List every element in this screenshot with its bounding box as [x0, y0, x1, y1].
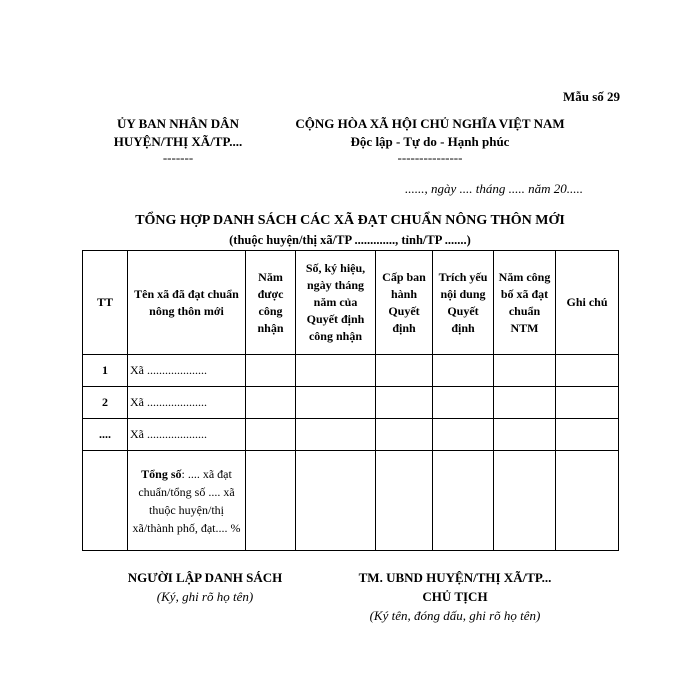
- total-summary-cell: [128, 451, 246, 551]
- row-number: ....: [83, 419, 128, 451]
- agency-divider: -------: [162, 150, 194, 165]
- agency-line-2: HUYỆN/THỊ XÃ/TP....: [113, 134, 243, 149]
- recognition-year-cell: [246, 387, 296, 419]
- national-divider: ---------------: [397, 150, 463, 165]
- header-notes: Ghi chú: [556, 251, 619, 355]
- header-recognition-year: Năm được công nhận: [246, 251, 296, 355]
- recognition-year-cell: [246, 419, 296, 451]
- preparer-note: (Ký, ghi rõ họ tên): [156, 589, 254, 604]
- issuing-level-cell: [376, 451, 433, 551]
- table-header-row: [83, 251, 619, 355]
- agency-line-1: ỦY BAN NHÂN DÂN: [117, 116, 239, 131]
- decision-summary-cell: [433, 419, 494, 451]
- announcement-year-cell: [494, 419, 556, 451]
- national-header: [270, 115, 590, 165]
- issuing-level-cell: [376, 419, 433, 451]
- notes-cell: [556, 355, 619, 387]
- issuing-level-cell: [376, 387, 433, 419]
- national-motto: Độc lập - Tự do - Hạnh phúc: [350, 134, 510, 149]
- notes-cell: [556, 451, 619, 551]
- commune-list-table: [82, 250, 619, 551]
- header-decision-summary: Trích yếu nội dung Quyết định: [433, 251, 494, 355]
- row-number: 2: [83, 387, 128, 419]
- preparer-title: NGƯỜI LẬP DANH SÁCH: [127, 570, 283, 585]
- decision-number-cell: [296, 419, 376, 451]
- commune-name-cell: Xã ....................: [128, 355, 246, 387]
- decision-summary-cell: [433, 451, 494, 551]
- form-number: Mẫu số 29: [562, 89, 620, 104]
- commune-name-cell: Xã ....................: [128, 419, 246, 451]
- total-label: Tổng số: [141, 466, 182, 481]
- chairman-role: CHỦ TỊCH: [422, 589, 488, 604]
- chairman-note: (Ký tên, đóng dấu, ghi rõ họ tên): [369, 608, 541, 623]
- decision-summary-cell: [433, 387, 494, 419]
- announcement-year-cell: [494, 451, 556, 551]
- commune-name-cell: Xã ....................: [128, 387, 246, 419]
- header-issuing-level: Cấp ban hành Quyết định: [376, 251, 433, 355]
- header-announcement-year: Năm công bố xã đạt chuẩn NTM: [494, 251, 556, 355]
- preparer-signature-block: [100, 568, 310, 606]
- decision-number-cell: [296, 387, 376, 419]
- decision-number-cell: [296, 355, 376, 387]
- national-title: CỘNG HÒA XÃ HỘI CHỦ NGHĨA VIỆT NAM: [295, 116, 565, 131]
- decision-summary-cell: [433, 355, 494, 387]
- header-decision-number: Số, ký hiệu, ngày tháng năm của Quyết định công nhận: [296, 251, 376, 355]
- total-text: : .... xã đạt chuẩn/tổng số .... xã thuộc huyện/thị xã/thành phố, đạt.... %: [132, 466, 241, 535]
- committee-title: TM. UBND HUYỆN/THỊ XÃ/TP...: [358, 570, 552, 585]
- chairman-signature-block: [320, 568, 590, 625]
- total-row: [83, 451, 619, 551]
- announcement-year-cell: [494, 355, 556, 387]
- table-row: [83, 355, 619, 387]
- document-title: TỔNG HỢP DANH SÁCH CÁC XÃ ĐẠT CHUẨN NÔNG THÔN MỚI: [135, 213, 565, 228]
- recognition-year-cell: [246, 451, 296, 551]
- total-row-number: [83, 451, 128, 551]
- table-row: [83, 387, 619, 419]
- recognition-year-cell: [246, 355, 296, 387]
- announcement-year-cell: [494, 387, 556, 419]
- issuing-agency-header: [98, 115, 258, 165]
- document-subtitle: (thuộc huyện/thị xã/TP ............., tỉnh/TP .......): [229, 233, 471, 247]
- date-line: ......, ngày .... tháng ..... năm 20.....: [404, 181, 583, 196]
- issuing-level-cell: [376, 355, 433, 387]
- notes-cell: [556, 387, 619, 419]
- row-number: 1: [83, 355, 128, 387]
- header-commune-name: Tên xã đã đạt chuẩn nông thôn mới: [128, 251, 246, 355]
- notes-cell: [556, 419, 619, 451]
- decision-number-cell: [296, 451, 376, 551]
- table-row: [83, 419, 619, 451]
- header-tt: TT: [83, 251, 128, 355]
